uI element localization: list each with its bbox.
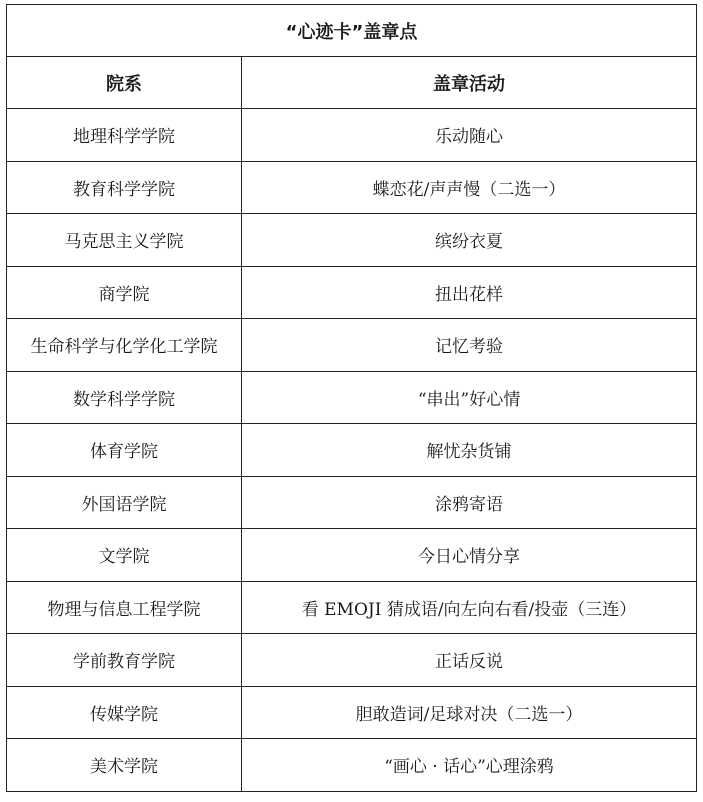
department-cell: 数学科学学院 xyxy=(7,371,242,424)
header-department: 院系 xyxy=(7,57,242,109)
table-row xyxy=(7,686,697,739)
header-activity: 盖章活动 xyxy=(242,57,697,109)
table-row xyxy=(7,266,697,319)
department-cell: 文学院 xyxy=(7,529,242,582)
department-cell: 美术学院 xyxy=(7,739,242,792)
table-row xyxy=(7,371,697,424)
table-row xyxy=(7,214,697,267)
activity-cell: “串出”好心情 xyxy=(242,371,697,424)
activity-cell: “画心 · 话心”心理涂鸦 xyxy=(242,739,697,792)
department-cell: 生命科学与化学化工学院 xyxy=(7,319,242,372)
activity-cell: 看 EMOJI 猜成语/向左向右看/投壶（三连） xyxy=(242,581,697,634)
department-cell: 商学院 xyxy=(7,266,242,319)
activity-cell: 解忧杂货铺 xyxy=(242,424,697,477)
department-cell: 教育科学学院 xyxy=(7,161,242,214)
department-cell: 传媒学院 xyxy=(7,686,242,739)
table-row xyxy=(7,161,697,214)
activity-cell: 今日心情分享 xyxy=(242,529,697,582)
table-header-row xyxy=(7,57,697,109)
department-cell: 学前教育学院 xyxy=(7,634,242,687)
department-cell: 地理科学学院 xyxy=(7,109,242,162)
department-cell: 物理与信息工程学院 xyxy=(7,581,242,634)
table-title: “心迹卡”盖章点 xyxy=(7,5,697,57)
activity-cell: 蝶恋花/声声慢（二选一） xyxy=(242,161,697,214)
table-row xyxy=(7,581,697,634)
table-row xyxy=(7,634,697,687)
department-cell: 马克思主义学院 xyxy=(7,214,242,267)
activity-cell: 扭出花样 xyxy=(242,266,697,319)
activity-cell: 涂鸦寄语 xyxy=(242,476,697,529)
department-cell: 体育学院 xyxy=(7,424,242,477)
stamp-points-table xyxy=(6,4,697,792)
table-title-row xyxy=(7,5,697,57)
table-row xyxy=(7,109,697,162)
activity-cell: 缤纷衣夏 xyxy=(242,214,697,267)
activity-cell: 正话反说 xyxy=(242,634,697,687)
table-row xyxy=(7,319,697,372)
department-cell: 外国语学院 xyxy=(7,476,242,529)
table-row xyxy=(7,739,697,792)
table-row xyxy=(7,529,697,582)
table-row xyxy=(7,424,697,477)
table-row xyxy=(7,476,697,529)
activity-cell: 乐动随心 xyxy=(242,109,697,162)
activity-cell: 记忆考验 xyxy=(242,319,697,372)
activity-cell: 胆敢造词/足球对决（二选一） xyxy=(242,686,697,739)
